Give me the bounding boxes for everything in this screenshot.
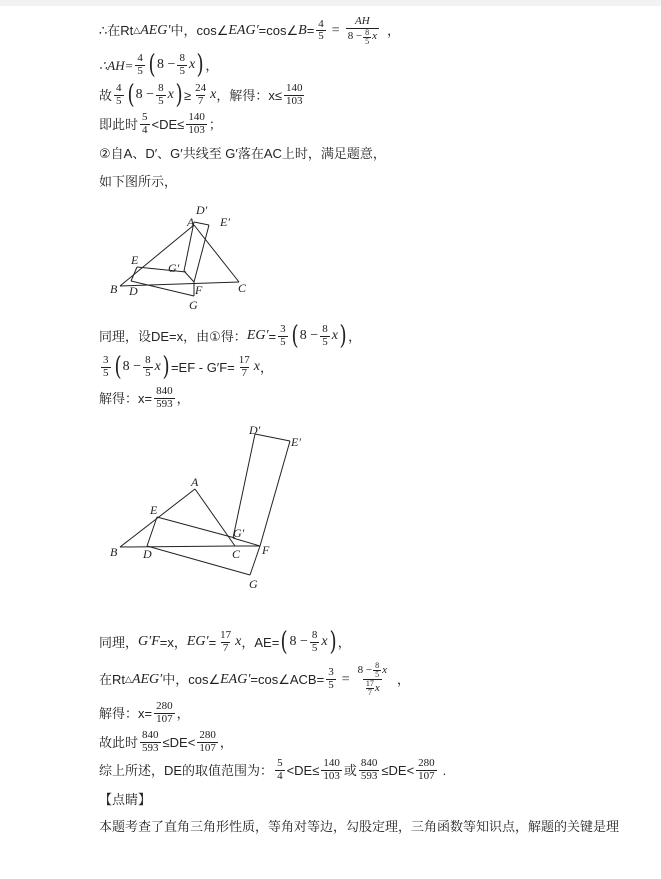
fraction: AH 8 − $\frac{8}{5}$ x [347,15,378,46]
fraction: $\frac{4}{5}$ [116,81,122,107]
line-range-2 [99,730,233,754]
angle-name: EAG′ [228,22,259,38]
text-segment: =x， [159,634,187,650]
top-edge-bar [0,0,661,6]
text-segment: 即此时 [99,116,139,132]
variable: x [210,87,217,102]
line-case-2 [99,147,386,160]
fraction: $\frac{8}{5}$ [158,81,164,107]
text-segment: ②自A、D′、G′共线至 G′落在AC上时，满足题意， [99,146,386,161]
fraction: $\frac{4}{5}$ [137,51,143,77]
triangle-symbol: △ [133,25,141,36]
fraction: 8 − $\frac{8}{5}$ x 17 7 x [357,661,387,697]
fraction: $\frac{24}{7}$ [195,81,207,107]
text-segment: =EF - G′F= [170,359,235,375]
text-segment: ∴AH= [99,57,134,73]
line-similar-2: 同理， G′F =x， EG′ = $\frac{17}{7}$ x ，AE= ( 8 − $\frac{8}{5}$ x ) ， [99,627,351,657]
line-cos-relation-1 [99,16,400,46]
line-inequality: 故 $\frac{4}{5}$ ( 8 − $\frac{8}{5}$ x ) ≥ $\frac{24}{7}$ x ，解得：x≤ $\frac{140}{103}$ [99,80,303,110]
label-E-prime: E′ [291,435,301,449]
geometry-figure-1 [105,198,285,318]
text-segment: 8 − [157,57,176,72]
line-solution-1 [99,386,190,410]
text-segment: ， [176,390,190,406]
variable: x [321,634,328,649]
variable: x [154,359,161,374]
geometry-figure-2 [105,422,315,597]
text-segment: ， [348,328,362,344]
text-segment: 故此时 [99,734,139,750]
segment-name: EG′ [186,634,209,649]
fraction: $\frac{8}{5}$ [322,322,328,348]
text-segment: 如下图所示， [99,174,178,189]
text-segment: = [341,671,350,687]
text-segment: 8 − [299,328,319,343]
label-D: D [143,547,152,561]
segment-name: G′F [138,634,160,649]
label-D-prime: D′ [196,203,208,217]
label-G: G [249,577,258,591]
text-segment: 8 − [135,87,155,102]
angle-name: EAG′ [220,671,251,687]
text-segment: <DE≤ [286,762,320,778]
line-solution-2 [99,701,190,725]
label-E-prime: E′ [220,215,230,229]
fraction: $\frac{140}{103}$ [323,757,340,782]
line-similar-setup: 同理，设DE=x，由①得： EG′ = $\frac{3}{5}$ ( 8 − $\frac{8}{5}$ x ) ， [99,321,362,351]
text-segment: =cos∠ACB= [250,672,325,687]
text-segment: ， [396,672,410,687]
variable: x [167,87,174,102]
text-segment: 中，cos∠ [170,23,229,39]
fraction: $\frac{8}{5}$ [311,628,318,654]
fraction: $\frac{5}{4}$ [277,757,283,782]
fraction: $\frac{17}{7}$ [220,628,232,654]
text-segment: ，解得：x≤ [216,87,282,103]
text-segment: ， [260,359,274,375]
text-segment: ∴在Rt [99,23,134,39]
label-A: A [187,215,195,229]
text-segment: 同理， [99,634,139,650]
line-see-figure [99,175,177,188]
text-segment: ， [219,734,233,750]
text-segment: 中，cos∠ [162,672,221,687]
label-G-prime: G′ [168,261,180,275]
label-G: G [189,298,198,312]
fraction: $\frac{840}{593}$ [142,729,159,754]
fraction: $\frac{280}{107}$ [418,757,435,782]
variable: x [188,57,196,72]
text-segment: 本题考查了直角三角形性质，等角对等边，勾股定理，三角函数等知识点，解题的关键是理 [99,819,620,834]
variable: x [235,634,242,649]
triangle-name: AEG′ [131,671,163,687]
text-segment: . [442,762,447,778]
text-segment: 在Rt [99,672,126,687]
line-ah-expression: ∴AH= $\frac{4}{5}$ ( 8 − $\frac{8}{5}$ x ) ， [99,50,219,80]
label-A: A [191,475,199,489]
text-segment: 故 [99,87,113,103]
segment-name: EG′ [246,328,269,343]
line-conclusion [99,758,446,782]
section-heading-key-points [99,793,151,806]
fraction: $\frac{3}{5}$ [328,666,334,691]
label-D-prime: D′ [249,423,261,437]
text-segment: 或 [343,762,357,778]
text-segment: ， [205,57,219,73]
text-segment: = [306,23,315,39]
line-equation: $\frac{3}{5}$ ( 8 − $\frac{8}{5}$ x ) =EF - G′F= $\frac{17}{7}$ x ， [103,352,274,382]
fraction: $\frac{280}{107}$ [156,700,173,725]
label-G-prime: G′ [233,526,245,540]
label-C: C [238,281,247,295]
text-segment: = [268,328,277,344]
variable: x [331,328,338,343]
fraction: $\frac{140}{103}$ [285,81,303,107]
text-segment: ≥ [183,87,192,103]
label-D: D [129,284,138,298]
angle-name: B [298,22,307,38]
variable: x [253,359,260,374]
line-cos-relation-2 [99,662,410,697]
text-segment: 8 − [122,359,142,374]
text-segment: =cos∠ [258,23,299,39]
text-segment: 解得：x= [99,390,153,406]
label-F: F [262,543,270,557]
triangle-symbol: △ [125,674,132,684]
text-segment: <DE≤ [151,116,185,132]
text-segment: 解得：x= [99,705,153,721]
line-key-points-text [99,820,619,833]
fraction: $\frac{3}{5}$ [103,353,109,379]
text-segment: ≤DE< [162,734,196,750]
text-segment: 综上所述，DE的取值范围为： [99,762,274,778]
text-segment: ； [208,116,222,132]
label-B: B [110,282,118,296]
fraction: $\frac{280}{107}$ [199,729,216,754]
label-C: C [232,547,241,561]
triangle-name: AEG′ [140,22,171,38]
fraction: $\frac{5}{4}$ [142,111,148,136]
fraction: $\frac{140}{103}$ [188,111,205,136]
fraction: $\frac{17}{7}$ [238,353,250,379]
text-segment: ≤DE< [381,762,415,778]
label-B: B [110,545,118,559]
text-segment: = [331,22,340,38]
text-segment: 【点睛】 [99,792,152,807]
label-F: F [195,283,203,297]
text-segment: ， [176,705,190,721]
fraction: $\frac{840}{593}$ [156,385,173,410]
fraction: $\frac{4}{5}$ [318,17,324,43]
fraction: $\frac{3}{5}$ [280,322,286,348]
text-segment: ，AE= [241,634,280,650]
text-segment: 8 − [289,634,308,649]
label-E: E [150,503,158,517]
fraction: $\frac{8}{5}$ [179,51,185,77]
text-segment: ， [337,634,351,650]
label-E: E [131,253,139,267]
text-segment: ， [387,23,401,39]
text-segment: = [208,634,217,650]
text-segment: 同理，设DE=x，由①得： [99,328,247,344]
fraction: $\frac{840}{593}$ [360,757,378,782]
fraction: $\frac{8}{5}$ [145,353,151,379]
line-range-1 [99,112,222,136]
